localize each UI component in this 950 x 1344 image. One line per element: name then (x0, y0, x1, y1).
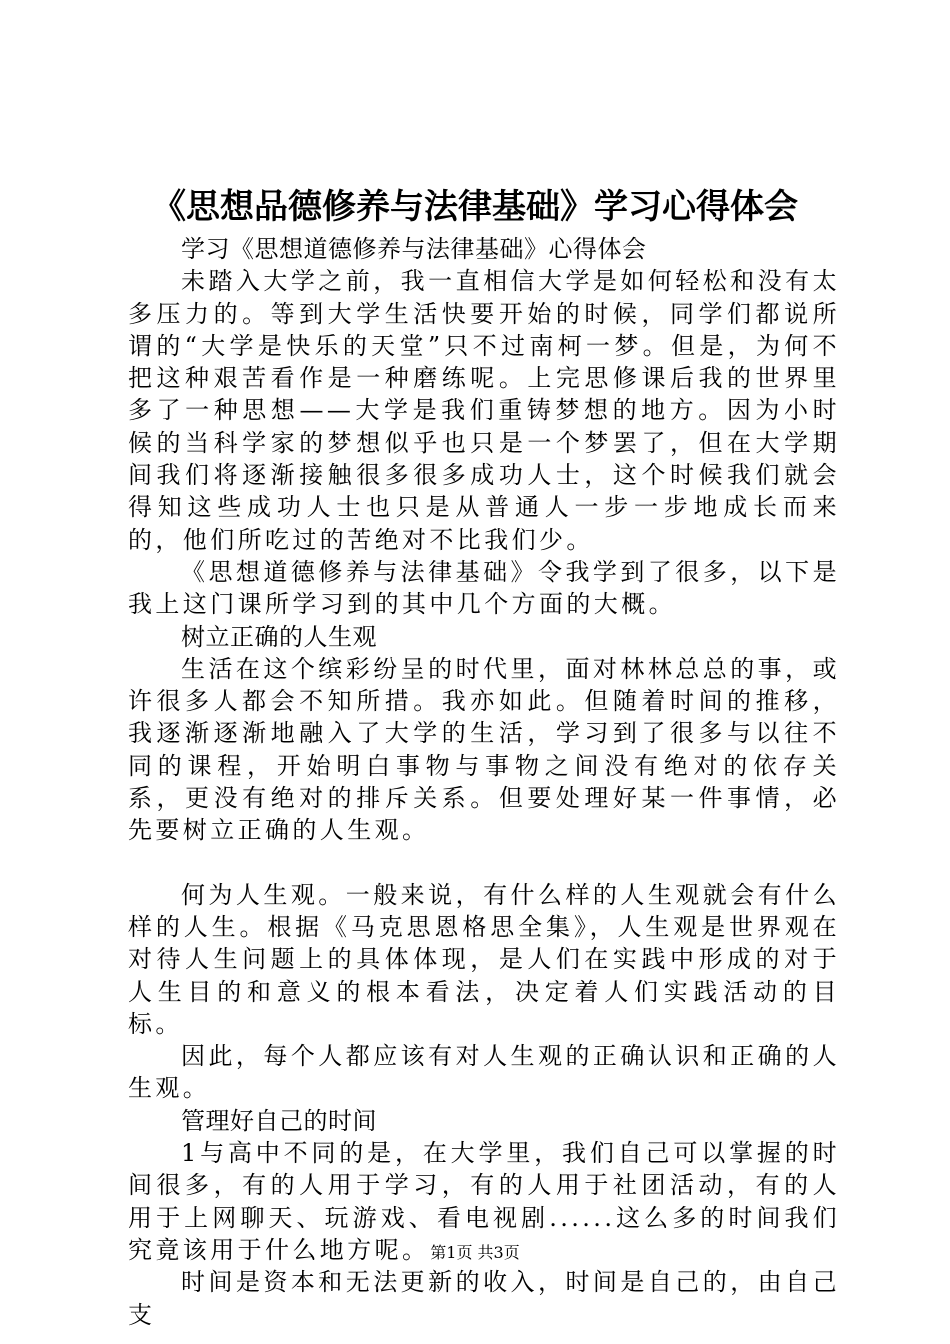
body-paragraph: 《思想道德修养与法律基础》令我学到了很多，以下是我上这门课所学习到的其中几个方面的大概。 (128, 557, 840, 619)
page-number-footer: 第1页 共3页 (430, 1243, 520, 1262)
document-body (128, 233, 840, 1331)
body-paragraph: 生活在这个缤彩纷呈的时代里，面对林林总总的事，或许很多人都会不知所措。我亦如此。但随着时间的推移，我逐渐逐渐地融入了大学的生活，学习到了很多与以往不同的课程，开始明白事物与事物之间没有绝对的依存关系，更没有绝对的排斥关系。但要处理好某一件事情，必先要树立正确的人生观。 (128, 654, 840, 845)
section-heading: 树立正确的人生观 (181, 622, 377, 651)
subtitle-paragraph: 学习《思想道德修养与法律基础》心得体会 (181, 235, 647, 263)
body-paragraph: 1与高中不同的是，在大学里，我们自己可以掌握的时间很多，有的人用于学习，有的人用于社团活动，有的人用于上网聊天、玩游戏、看电视剧......这么多的时间我们究竟该用于什么地方呢。 (128, 1139, 840, 1264)
body-paragraph: 时间是资本和无法更新的收入，时间是自己的，由自己支 (128, 1268, 840, 1329)
body-paragraph: 何为人生观。一般来说，有什么样的人生观就会有什么样的人生。根据《马克思恩格思全集》，人生观是世界观在对待人生问题上的具体体现，是人们在实践中形成的对于人生目的和意义的根本看法，决定着人们实践活动的目标。 (128, 880, 840, 1038)
document-title: 《思想品德修养与法律基础》学习心得体会 (152, 187, 798, 227)
section-heading: 管理好自己的时间 (181, 1106, 377, 1135)
body-paragraph: 未踏入大学之前，我一直相信大学是如何轻松和没有太多压力的。等到大学生活快要开始的时候，同学们都说所谓的“大学是快乐的天堂”只不过南柯一梦。但是，为何不把这种艰苦看作是一种磨练呢。上完思修课后我的世界里多了一种思想——大学是我们重铸梦想的地方。因为小时候的当科学家的梦想似乎也只是一个梦罢了，但在大学期间我们将逐渐接触很多很多成功人士，这个时候我们就会得知这些成功人士也只是从普通人一步一步地成长而来的，他们所吃过的苦绝对不比我们少。 (128, 267, 840, 554)
body-paragraph: 因此，每个人都应该有对人生观的正确认识和正确的人生观。 (128, 1042, 840, 1103)
